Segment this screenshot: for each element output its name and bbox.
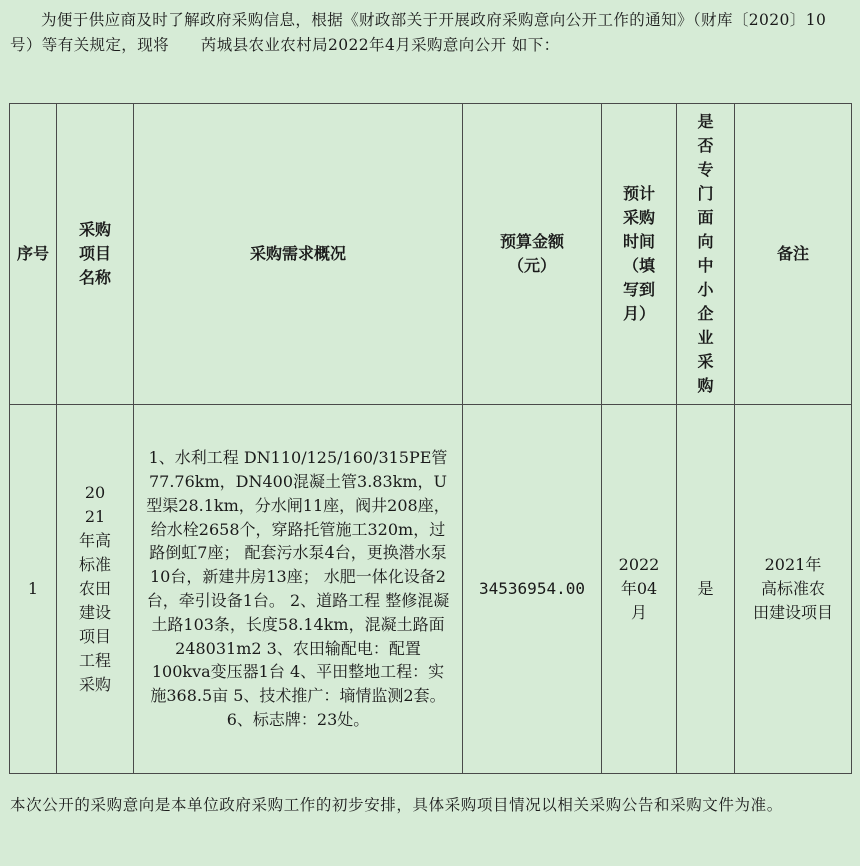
- cell-project-name: 20 21 年高 标准 农田 建设 项目 工程 采购: [57, 405, 134, 774]
- cell-sme: 是: [677, 405, 735, 774]
- header-sme: 是 否 专 门 面 向 中 小 企 业 采 购: [677, 104, 735, 405]
- cell-requirement: 1、水利工程 DN110/125/160/315PE管77.76km，DN400混凝土管3.83km，U型渠28.1km，分水闸11座，阀井208座，给水栓2658个，穿路托管施工320m，过路倒虹7座； 配套污水泵4台，更换潜水泵10台，新建井房13座； 水肥一体化设备2台，牵引设备1台。 2、道路工程 整修混凝土路103条，长度58.14km，混凝土路面248031m2 3、农田输配电：配置100kva变压器1台 4、平田整地工程：实施368.5亩 5、技术推广：墒情监测2套。 6、标志牌：23处。: [134, 405, 463, 774]
- procurement-table: [9, 103, 852, 774]
- header-remark: 备注: [735, 104, 852, 405]
- cell-seq: 1: [10, 405, 57, 774]
- table-header-row: [10, 104, 852, 405]
- footer-note: 本次公开的采购意向是本单位政府采购工作的初步安排，具体采购项目情况以相关采购公告和采购文件为准。: [10, 796, 783, 814]
- table-row: [10, 405, 852, 774]
- cell-remark: 2021年 高标准农 田建设项目: [735, 405, 852, 774]
- header-budget: 预算金额 （元）: [463, 104, 602, 405]
- header-seq: 序号: [10, 104, 57, 405]
- intro-paragraph: 为便于供应商及时了解政府采购信息，根据《财政部关于开展政府采购意向公开工作的通知》（财库〔2020〕10号）等有关规定，现将 芮城县农业农村局2022年4月采购意向公开 如下：: [10, 11, 827, 54]
- header-requirement: 采购需求概况: [134, 104, 463, 405]
- header-project-name: 采购 项目 名称: [57, 104, 134, 405]
- cell-budget: 34536954.00: [463, 405, 602, 774]
- header-time: 预计 采购 时间 （填 写到 月）: [602, 104, 677, 405]
- cell-time: 2022 年04 月: [602, 405, 677, 774]
